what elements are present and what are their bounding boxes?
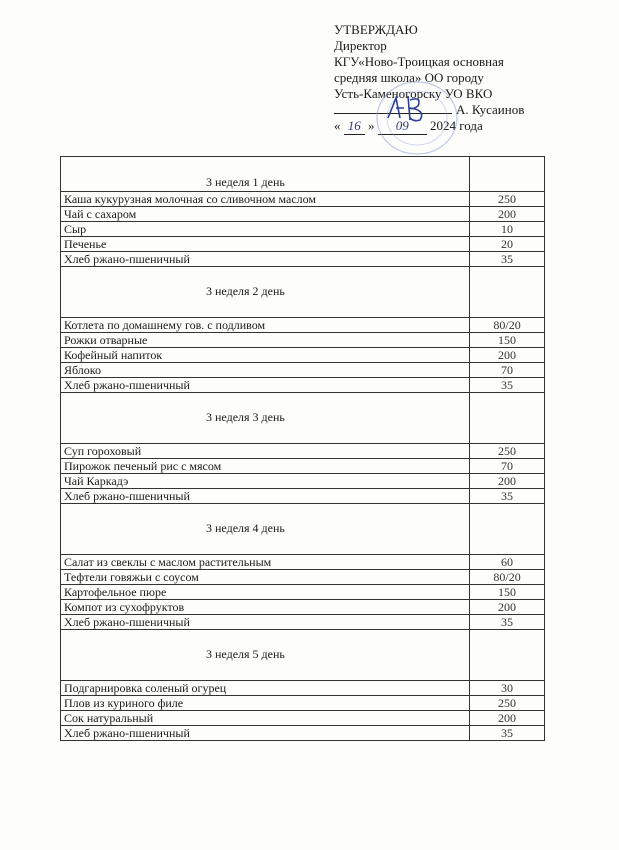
dish-name: Хлеб ржано-пшеничный xyxy=(61,726,470,741)
dish-portion: 250 xyxy=(470,696,545,711)
approval-org-line3: Усть-Каменогорску УО ВКО xyxy=(334,86,493,101)
approval-position: Директор xyxy=(334,38,387,53)
date-year: 2024 года xyxy=(430,118,483,133)
dish-name: Картофельное пюре xyxy=(61,585,470,600)
dish-name: Яблоко xyxy=(61,363,470,378)
dish-name: Хлеб ржано-пшеничный xyxy=(61,489,470,504)
day-header-row xyxy=(61,267,545,318)
approval-org-line1: КГУ«Ново-Троицкая основная xyxy=(334,54,504,69)
day-header-qty-cell xyxy=(470,630,545,681)
approval-title: УТВЕРЖДАЮ xyxy=(334,22,418,37)
menu-item-row xyxy=(61,570,545,585)
day-title: 3 неделя 3 день xyxy=(61,393,470,444)
menu-item-row xyxy=(61,459,545,474)
menu-item-row xyxy=(61,378,545,393)
menu-item-row xyxy=(61,681,545,696)
menu-table xyxy=(60,156,545,741)
dish-portion: 200 xyxy=(470,711,545,726)
dish-name: Суп гороховый xyxy=(61,444,470,459)
dish-name: Пирожок печеный рис с мясом xyxy=(61,459,470,474)
date-close-quote: » xyxy=(368,118,375,133)
dish-name: Тефтели говяжьи с соусом xyxy=(61,570,470,585)
menu-item-row xyxy=(61,207,545,222)
dish-portion: 35 xyxy=(470,252,545,267)
dish-name: Компот из сухофруктов xyxy=(61,600,470,615)
approval-org-line2: средняя школа» ОО городу xyxy=(334,70,484,85)
dish-name: Печенье xyxy=(61,237,470,252)
dish-name: Рожки отварные xyxy=(61,333,470,348)
day-header-qty-cell xyxy=(470,393,545,444)
menu-item-row xyxy=(61,615,545,630)
dish-name: Плов из куриного филе xyxy=(61,696,470,711)
menu-item-row xyxy=(61,348,545,363)
dish-name: Сок натуральный xyxy=(61,711,470,726)
dish-portion: 150 xyxy=(470,585,545,600)
day-title: 3 неделя 2 день xyxy=(61,267,470,318)
dish-portion: 200 xyxy=(470,600,545,615)
dish-portion: 80/20 xyxy=(470,570,545,585)
dish-portion: 70 xyxy=(470,459,545,474)
dish-name: Котлета по домашнему гов. с подливом xyxy=(61,318,470,333)
date-month: 09 xyxy=(378,118,427,135)
menu-item-row xyxy=(61,222,545,237)
menu-item-row xyxy=(61,237,545,252)
dish-portion: 200 xyxy=(470,207,545,222)
day-title: 3 неделя 1 день xyxy=(61,157,470,192)
dish-portion: 150 xyxy=(470,333,545,348)
dish-portion: 20 xyxy=(470,237,545,252)
dish-portion: 200 xyxy=(470,474,545,489)
menu-item-row xyxy=(61,726,545,741)
date-open-quote: « xyxy=(334,118,341,133)
dish-name: Салат из свеклы с маслом растительным xyxy=(61,555,470,570)
dish-name: Кофейный напиток xyxy=(61,348,470,363)
dish-name: Каша кукурузная молочная со сливочном маслом xyxy=(61,192,470,207)
menu-item-row xyxy=(61,474,545,489)
dish-portion: 250 xyxy=(470,444,545,459)
day-header-qty-cell xyxy=(470,504,545,555)
dish-name: Подгарнировка соленый огурец xyxy=(61,681,470,696)
dish-name: Чай Каркадэ xyxy=(61,474,470,489)
dish-portion: 10 xyxy=(470,222,545,237)
menu-item-row xyxy=(61,696,545,711)
dish-portion: 70 xyxy=(470,363,545,378)
date-day: 16 xyxy=(344,118,365,135)
dish-portion: 250 xyxy=(470,192,545,207)
menu-item-row xyxy=(61,252,545,267)
dish-portion: 80/20 xyxy=(470,318,545,333)
menu-item-row xyxy=(61,600,545,615)
menu-item-row xyxy=(61,555,545,570)
signature-icon xyxy=(382,92,442,128)
day-header-row xyxy=(61,393,545,444)
day-header-row xyxy=(61,157,545,192)
dish-name: Чай с сахаром xyxy=(61,207,470,222)
dish-portion: 200 xyxy=(470,348,545,363)
menu-item-row xyxy=(61,318,545,333)
menu-item-row xyxy=(61,711,545,726)
dish-name: Сыр xyxy=(61,222,470,237)
dish-name: Хлеб ржано-пшеничный xyxy=(61,615,470,630)
dish-portion: 35 xyxy=(470,726,545,741)
menu-item-row xyxy=(61,363,545,378)
menu-item-row xyxy=(61,489,545,504)
day-header-qty-cell xyxy=(470,267,545,318)
dish-name: Хлеб ржано-пшеничный xyxy=(61,378,470,393)
day-title: 3 неделя 5 день xyxy=(61,630,470,681)
dish-portion: 60 xyxy=(470,555,545,570)
dish-name: Хлеб ржано-пшеничный xyxy=(61,252,470,267)
day-header-row xyxy=(61,504,545,555)
day-header-qty-cell xyxy=(470,157,545,192)
dish-portion: 30 xyxy=(470,681,545,696)
dish-portion: 35 xyxy=(470,378,545,393)
menu-item-row xyxy=(61,192,545,207)
dish-portion: 35 xyxy=(470,489,545,504)
signer-name: А. Кусаинов xyxy=(456,102,525,117)
dish-portion: 35 xyxy=(470,615,545,630)
day-title: 3 неделя 4 день xyxy=(61,504,470,555)
menu-item-row xyxy=(61,333,545,348)
day-header-row xyxy=(61,630,545,681)
menu-item-row xyxy=(61,444,545,459)
menu-item-row xyxy=(61,585,545,600)
